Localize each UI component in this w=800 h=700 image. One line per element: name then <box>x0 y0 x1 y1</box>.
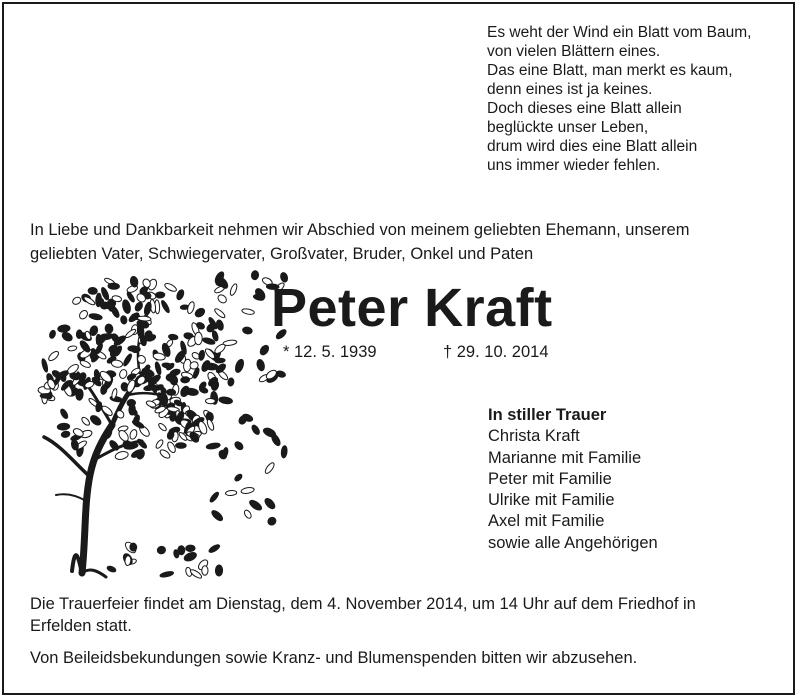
poem-line: von vielen Blättern eines. <box>487 43 661 60</box>
poem-line: Doch dieses eine Blatt allein <box>487 100 682 117</box>
poem-line: Das eine Blatt, man merkt es kaum, <box>487 62 733 79</box>
poem-line: beglückte unser Leben, <box>487 119 649 136</box>
wind-blown-tree-icon <box>20 255 290 585</box>
service-line-2: Erfelden statt. <box>30 617 132 635</box>
mourner-entry: Christa Kraft <box>488 427 580 446</box>
intro-line-2: geliebten Vater, Schwiegervater, Großvater, Bruder, Onkel und Paten <box>30 245 534 263</box>
funeral-service-text <box>30 593 790 637</box>
poem-line: Es weht der Wind ein Blatt vom Baum, <box>487 24 752 41</box>
poem <box>487 23 751 175</box>
intro-line-1: In Liebe und Dankbarkeit nehmen wir Abschied von meinem geliebten Ehemann, unserem <box>30 221 690 239</box>
death-date: † 29. 10. 2014 <box>443 343 549 361</box>
mourner-entry: Marianne mit Familie <box>488 448 642 467</box>
mourner-entry: sowie alle Angehörigen <box>488 533 658 552</box>
mourner-entry: Axel mit Familie <box>488 512 605 531</box>
condolence-note: Von Beileidsbekundungen sowie Kranz- und Blumenspenden bitten wir abzusehen. <box>30 649 638 667</box>
mourner-entry: Ulrike mit Familie <box>488 491 615 510</box>
mourner-entry: Peter mit Familie <box>488 469 612 488</box>
poem-line: denn eines ist ja keines. <box>487 81 653 98</box>
birth-date: * 12. 5. 1939 <box>283 343 377 361</box>
service-line-1: Die Trauerfeier findet am Dienstag, dem 4. November 2014, um 14 Uhr auf dem Friedhof in <box>30 595 696 613</box>
mourners-list <box>488 405 658 554</box>
poem-line: uns immer wieder fehlen. <box>487 157 661 174</box>
mourners-heading: In stiller Trauer <box>488 406 607 424</box>
deceased-name: Peter Kraft <box>271 278 553 338</box>
poem-line: drum wird dies eine Blatt allein <box>487 138 698 155</box>
